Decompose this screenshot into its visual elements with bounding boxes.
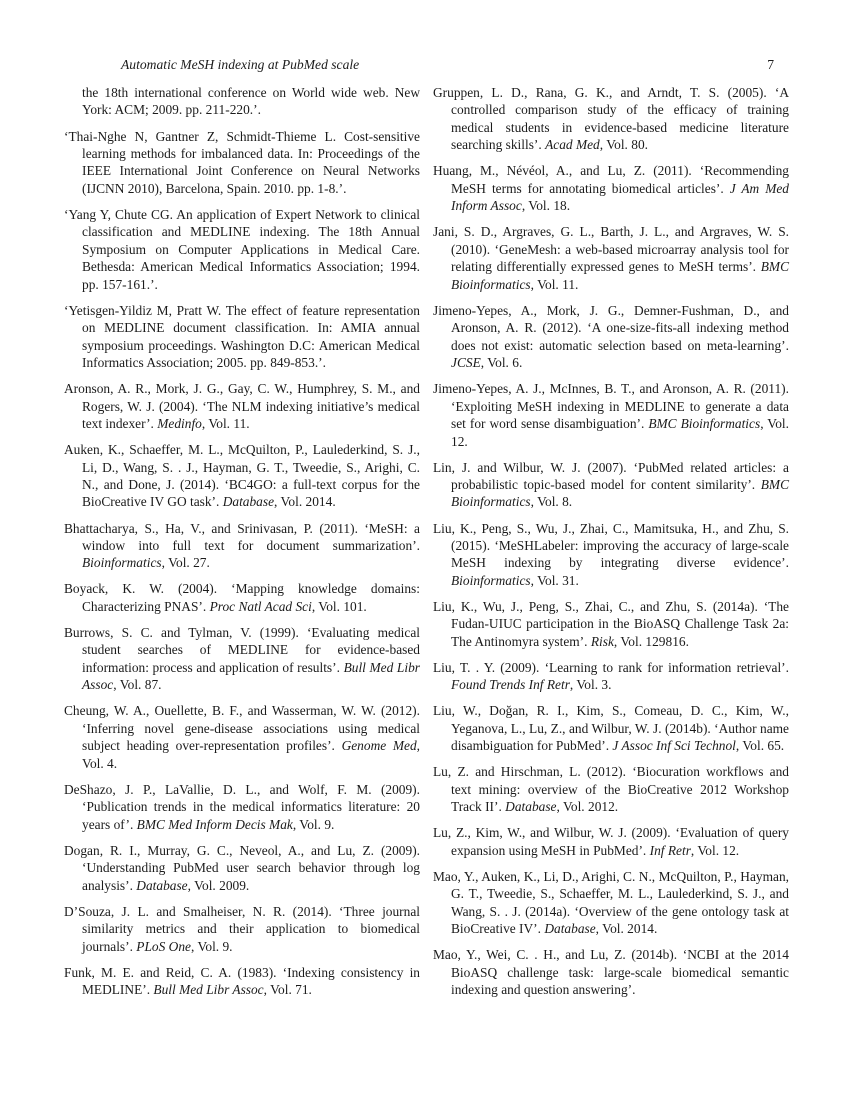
reference-entry bbox=[64, 842, 420, 894]
reference-text: Burrows, S. C. and Tylman, V. (1999). ‘Evaluating medical student searches of MEDLINE for evidence-based information: process and application of results’. bbox=[64, 624, 420, 675]
reference-text: Mao, Y., Auken, K., Li, D., Arighi, C. N., McQuilton, P., Hayman, G. T., Tweedie, S., Schaeffer, M. L., Laulederkind, S. J., and Wang, S. . J. (2014a). ‘Overview of the gene ontology task at BioCreative IV’. bbox=[433, 868, 789, 937]
reference-text: Aronson, A. R., Mork, J. G., Gay, C. W., Humphrey, S. M., and Rogers, W. J. (2004). ‘The NLM indexing initiative’s medical text indexer’. bbox=[64, 381, 420, 432]
reference-text: , Vol. 2014. bbox=[274, 494, 336, 510]
reference-entry bbox=[433, 162, 789, 214]
reference-text: the 18th international conference on World wide web. New York: ACM; 2009. pp. 211-220.’. bbox=[82, 85, 420, 118]
reference-text: , Vol. 27. bbox=[161, 555, 210, 571]
reference-text: Cheung, W. A., Ouellette, B. F., and Wasserman, W. W. (2012). ‘Inferring novel gene-disease associations using medical subject heading over-representation profiles’. bbox=[64, 703, 420, 754]
reference-entry bbox=[64, 302, 420, 372]
reference-text: , Vol. 31. bbox=[530, 572, 579, 588]
reference-text: Liu, W., Doğan, R. I., Kim, S., Comeau, D. C., Kim, W., Yeganova, L., Lu, Z., and Wilbur, W. J. (2014b). ‘Author name disambiguation for PubMed’. bbox=[433, 703, 789, 754]
journal-name: Bioinformatics bbox=[82, 555, 162, 571]
reference-entry bbox=[64, 702, 420, 772]
reference-entry bbox=[433, 302, 789, 372]
reference-text: , Vol. 11. bbox=[530, 276, 579, 292]
reference-text: Liu, K., Wu, J., Peng, S., Zhai, C., and Zhu, S. (2014a). ‘The Fudan-UIUC participation in the BioASQ Challenge Task 2a: The Antinomyra system’. bbox=[433, 598, 789, 649]
reference-entry bbox=[64, 380, 420, 432]
reference-text: Huang, M., Névéol, A., and Lu, Z. (2011). ‘Recommending MeSH terms for annotating biomedical articles’. bbox=[433, 163, 789, 196]
reference-text: , Vol. 2014. bbox=[595, 921, 658, 937]
reference-text: , Vol. 4. bbox=[82, 738, 421, 771]
page-number: 7 bbox=[767, 57, 774, 72]
reference-text: , Vol. 3. bbox=[569, 677, 612, 693]
reference-text: Liu, T. . Y. (2009). ‘Learning to rank for information retrieval’. bbox=[433, 659, 789, 675]
reference-text: , Vol. 101. bbox=[311, 598, 367, 614]
reference-text: , Vol. 11. bbox=[201, 416, 250, 432]
reference-entry bbox=[433, 84, 789, 154]
journal-name: BMC Bioinformatics bbox=[648, 416, 761, 432]
reference-text: Funk, M. E. and Reid, C. A. (1983). ‘Indexing consistency in MEDLINE’. bbox=[64, 964, 420, 998]
reference-entry bbox=[433, 868, 789, 938]
references-column-left bbox=[64, 84, 420, 1007]
journal-name: BMC Med Inform Decis Mak bbox=[136, 816, 293, 832]
reference-entry bbox=[64, 964, 420, 999]
running-title: Automatic MeSH indexing at PubMed scale bbox=[121, 57, 360, 72]
journal-name: Bioinformatics bbox=[451, 572, 531, 588]
reference-entry bbox=[433, 380, 789, 450]
reference-entry bbox=[433, 659, 789, 694]
reference-text: ‘Thai-Nghe N, Gantner Z, Schmidt-Thieme L. Cost-sensitive learning methods for imbalanced data. In: Proceedings of the IEEE International Joint Conference on Neural Networks (IJCNN 2010), Barcelona, Spain. 2010. pp. 1-8.’. bbox=[64, 128, 420, 196]
reference-text: Bhattacharya, S., Ha, V., and Srinivasan, P. (2011). ‘MeSH: a window into full text for document summarization’. bbox=[64, 520, 420, 553]
reference-entry bbox=[433, 598, 789, 650]
reference-text: , Vol. 80. bbox=[599, 137, 648, 153]
reference-text: , Vol. 9. bbox=[292, 816, 335, 832]
reference-entry bbox=[64, 520, 420, 572]
reference-text: D’Souza, J. L. and Smalheiser, N. R. (2014). ‘Three journal similarity metrics and their application to biomedical journals’. bbox=[64, 903, 420, 954]
reference-text: , Vol. 12. bbox=[690, 842, 740, 858]
journal-name: Inf Retr bbox=[649, 842, 691, 858]
journal-name: Database bbox=[544, 921, 596, 937]
journal-name: Acad Med bbox=[545, 137, 600, 153]
reference-text: Auken, K., Schaeffer, M. L., McQuilton, P., Laulederkind, S. J., Li, D., Wang, S. . J., Hayman, G. T., Tweedie, S., Arighi, C. N., and Done, J. (2014). ‘BC4GO: a full-text corpus for the BioCreative IV GO task’. bbox=[64, 442, 420, 510]
journal-name: Database bbox=[505, 799, 557, 815]
reference-text: , Vol. 18. bbox=[521, 198, 571, 214]
reference-entry bbox=[64, 206, 420, 293]
reference-entry bbox=[433, 520, 789, 590]
journal-name: Medinfo bbox=[157, 416, 202, 432]
reference-entry bbox=[64, 781, 420, 833]
reference-entry bbox=[433, 946, 789, 998]
reference-entry bbox=[433, 223, 789, 293]
journal-name: Genome Med bbox=[341, 738, 417, 754]
journal-name: Bull Med Libr Assoc bbox=[82, 659, 420, 693]
reference-entry bbox=[433, 702, 789, 754]
reference-text: , Vol. 6. bbox=[480, 355, 523, 371]
reference-text: Boyack, K. W. (2004). ‘Mapping knowledge domains: Characterizing PNAS’. bbox=[64, 581, 420, 614]
reference-text: Jimeno-Yepes, A. J., McInnes, B. T., and Aronson, A. R. (2011). ‘Exploiting MeSH indexing in MEDLINE to generate a data set for word sense disambiguation’. bbox=[433, 381, 789, 432]
reference-text: Liu, K., Peng, S., Wu, J., Zhai, C., Mamitsuka, H., and Zhu, S. (2015). ‘MeSHLabeler: improving the accuracy of large-scale MeSH indexing by integrating diverse evidence’. bbox=[433, 520, 789, 571]
reference-entry bbox=[64, 624, 420, 694]
reference-text: ‘Yang Y, Chute CG. An application of Expert Network to clinical classification and MEDLINE indexing. The 18th Annual Symposium on Computer Applications in Medical Care. Bethesda: American Medical Informatics Association; 1994. pp. 157-161.’. bbox=[64, 206, 420, 292]
journal-name: BMC Bioinformatics bbox=[451, 259, 789, 292]
reference-text: , Vol. 9. bbox=[190, 938, 233, 954]
reference-text: ‘Yetisgen-Yildiz M, Pratt W. The effect of feature representation on MEDLINE document classification. In: AMIA annual symposium proceedings. Washington D.C: American Medical Informatics Association; 2005. pp. 849-853.’. bbox=[64, 302, 420, 371]
reference-text: Mao, Y., Wei, C. . H., and Lu, Z. (2014b). ‘NCBI at the 2014 BioASQ challenge task: large-scale biomedical semantic indexing and question answering’. bbox=[433, 947, 789, 998]
reference-entry bbox=[433, 763, 789, 815]
journal-name: Database bbox=[136, 877, 188, 893]
journal-name: Proc Natl Acad Sci bbox=[209, 598, 312, 614]
reference-text: Lu, Z., Kim, W., and Wilbur, W. J. (2009). ‘Evaluation of query expansion using MeSH in PubMed’. bbox=[433, 825, 789, 858]
journal-name: Bull Med Libr Assoc bbox=[153, 982, 264, 998]
reference-text: Lu, Z. and Hirschman, L. (2012). ‘Biocuration workflows and text mining: overview of the BioCreative 2012 Workshop Track II’. bbox=[433, 764, 789, 815]
references-column-right bbox=[433, 84, 789, 1007]
journal-name: J Assoc Inf Sci Technol bbox=[612, 738, 736, 754]
reference-text: Lin, J. and Wilbur, W. J. (2007). ‘PubMed related articles: a probabilistic topic-based model for content similarity’. bbox=[433, 459, 789, 493]
running-header bbox=[64, 56, 788, 74]
reference-text: , Vol. 87. bbox=[113, 677, 162, 693]
references-section bbox=[64, 84, 789, 1007]
reference-text: Jani, S. D., Argraves, G. L., Barth, J. L., and Argraves, W. S. (2010). ‘GeneMesh: a web-based microarray analysis tool for relating differentially expressed genes to MeSH terms’. bbox=[433, 224, 789, 275]
reference-entry bbox=[433, 459, 789, 511]
reference-text: , Vol. 129816. bbox=[613, 633, 689, 649]
reference-text: , Vol. 2009. bbox=[187, 877, 250, 893]
reference-text: , Vol. 65. bbox=[735, 738, 785, 754]
reference-text: DeShazo, J. P., LaVallie, D. L., and Wolf, F. M. (2009). ‘Publication trends in the medical informatics literature: 20 years of’. bbox=[64, 781, 420, 832]
reference-entry bbox=[64, 441, 420, 511]
journal-name: Found Trends Inf Retr bbox=[451, 677, 570, 693]
reference-entry bbox=[433, 824, 789, 859]
reference-text: Gruppen, L. D., Rana, G. K., and Arndt, T. S. (2005). ‘A controlled comparison study of the efficacy of training medical students in evidence-based medicine literature searching skills’. bbox=[433, 85, 789, 153]
reference-text: Dogan, R. I., Murray, G. C., Neveol, A., and Lu, Z. (2009). ‘Understanding PubMed user search behavior through log analysis’. bbox=[64, 842, 420, 893]
reference-text: , Vol. 71. bbox=[263, 982, 312, 998]
reference-text: Jimeno-Yepes, A., Mork, J. G., Demner-Fushman, D., and Aronson, A. R. (2012). ‘A one-size-fits-all indexing method does not exist: automatic selection based on meta-learning’. bbox=[433, 302, 789, 353]
journal-name: PLoS One bbox=[136, 938, 191, 954]
reference-text: , Vol. 12. bbox=[451, 416, 789, 449]
reference-text: , Vol. 8. bbox=[530, 494, 573, 510]
journal-name: BMC Bioinformatics bbox=[451, 477, 789, 510]
journal-name: JCSE bbox=[451, 355, 481, 371]
reference-entry bbox=[64, 903, 420, 955]
journal-name: Risk bbox=[590, 633, 614, 649]
reference-text: , Vol. 2012. bbox=[556, 799, 619, 815]
reference-entry bbox=[64, 580, 420, 615]
reference-entry bbox=[64, 128, 420, 198]
journal-name: Database bbox=[222, 494, 275, 510]
reference-entry bbox=[64, 84, 420, 119]
journal-name: J Am Med Inform Assoc bbox=[451, 180, 790, 214]
